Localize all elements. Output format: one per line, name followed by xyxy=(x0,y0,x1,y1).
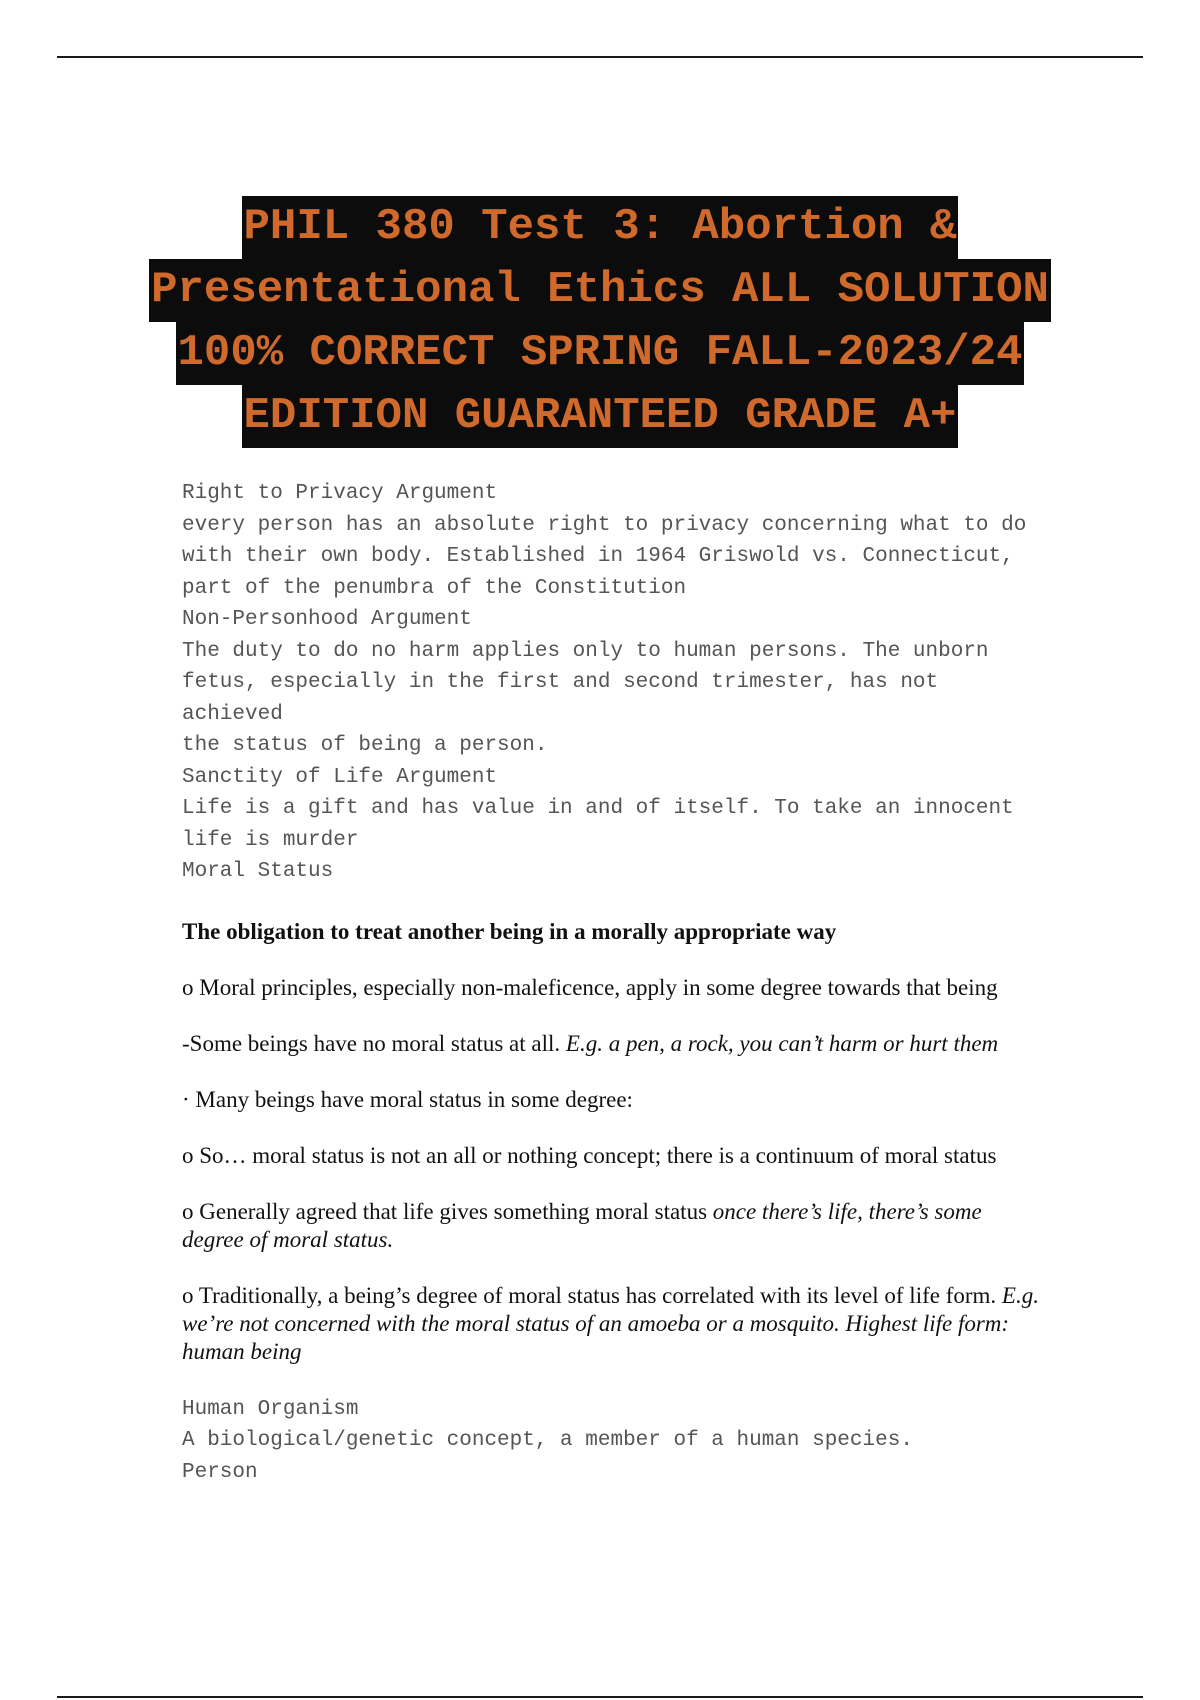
paragraph-1: o Moral principles, especially non-maleficence, apply in some degree towards that being xyxy=(182,974,998,1000)
term-moral-status: Moral Status xyxy=(182,860,334,883)
mono-section-arguments xyxy=(182,478,1042,888)
paragraph-3: · Many beings have moral status in some degree: xyxy=(182,1086,633,1112)
title-line-1: PHIL 380 Test 3: Abortion & xyxy=(242,196,959,259)
paragraph-6-text: o Traditionally, a being’s degree of moral status has correlated with its level of life form. xyxy=(182,1282,1002,1308)
paragraph-5 xyxy=(182,1198,1042,1254)
term-non-personhood: Non-Personhood Argument xyxy=(182,608,472,631)
definition-line: the status of being a person. xyxy=(182,734,548,757)
paragraph-6 xyxy=(182,1282,1042,1366)
paragraph-5-example: once there’s life, there’s some degree of moral status. xyxy=(182,1198,982,1252)
paragraph-6-example: E.g. we’re not concerned with the moral status of an amoeba or a mosquito. Highest life form: human being xyxy=(182,1282,1039,1364)
title-line-3: 100% CORRECT SPRING FALL-2023/24 xyxy=(176,322,1025,385)
term-right-to-privacy: Right to Privacy Argument xyxy=(182,482,498,505)
paragraph-2-text: -Some beings have no moral status at all. xyxy=(182,1030,566,1056)
title-line-2: Presentational Ethics ALL SOLUTION xyxy=(149,259,1051,322)
paragraph-5-text: o Generally agreed that life gives something moral status xyxy=(182,1198,713,1224)
bottom-rule xyxy=(57,1696,1143,1698)
section-heading: The obligation to treat another being in a morally appropriate way xyxy=(182,918,837,944)
definition-line: Life is a gift and has value in and of itself. To take an innocent xyxy=(182,797,1014,820)
top-rule xyxy=(57,56,1143,58)
term-person: Person xyxy=(182,1460,258,1484)
paragraph-4: o So… moral status is not an all or nothing concept; there is a continuum of moral status xyxy=(182,1142,997,1168)
paragraph-2-example: E.g. a pen, a rock, you can’t harm or hurt them xyxy=(565,1030,999,1056)
document-title xyxy=(0,196,1200,448)
definition-line: with their own body. Established in 1964 Griswold vs. Connecticut, xyxy=(182,545,1014,568)
definition-line: The duty to do no harm applies only to human persons. The unborn xyxy=(182,639,989,663)
term-human-organism: Human Organism xyxy=(182,1397,359,1421)
mono-section-definitions xyxy=(182,1394,1042,1489)
definition-line: A biological/genetic concept, a member of a human species. xyxy=(182,1429,913,1452)
serif-section-moral-status xyxy=(182,918,1042,1366)
definition-line: every person has an absolute right to privacy concerning what to do xyxy=(182,513,1027,537)
definition-line: life is murder xyxy=(182,828,359,852)
paragraph-2 xyxy=(182,1030,1042,1058)
definition-line: fetus, especially in the first and second trimester, has not achieved xyxy=(182,671,939,726)
definition-line: part of the penumbra of the Constitution xyxy=(182,576,687,600)
document-body xyxy=(182,478,1042,1488)
title-line-4: EDITION GUARANTEED GRADE A+ xyxy=(242,385,959,448)
term-sanctity-of-life: Sanctity of Life Argument xyxy=(182,765,498,789)
